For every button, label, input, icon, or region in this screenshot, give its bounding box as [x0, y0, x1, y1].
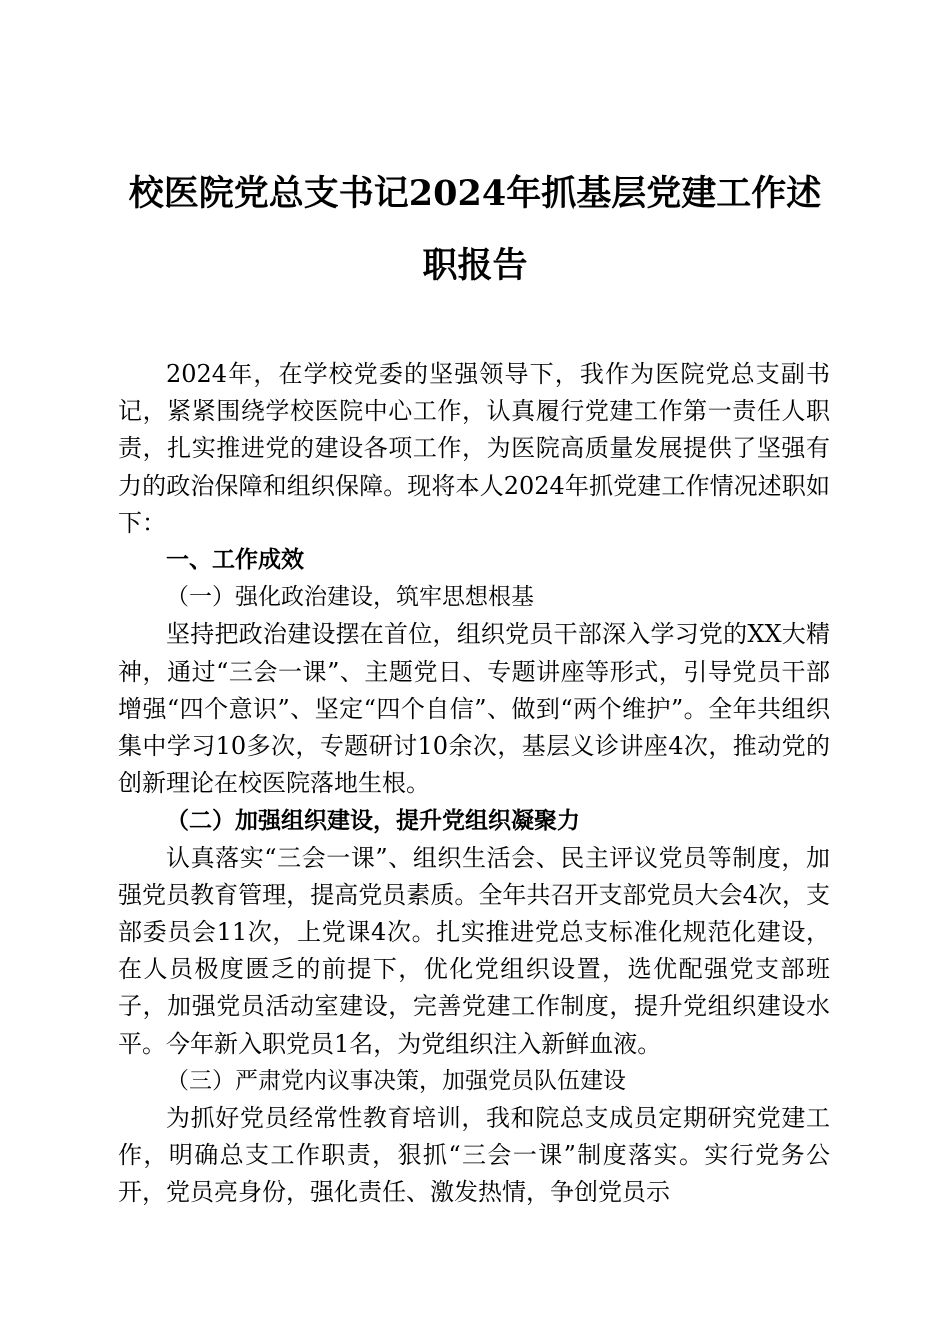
intro-paragraph: 2024年，在学校党委的坚强领导下，我作为医院党总支副书记，紧紧围绕学校医院中心工作，认真履行党建工作第一责任人职责，扎实推进党的建设各项工作，为医院高质量发展提供了坚强有力的政治保障和组织保障。现将本人2024年抓党建工作情况述职如下：	[118, 360, 830, 537]
document-body	[118, 356, 830, 1212]
section-heading: 一、工作成效	[166, 547, 304, 574]
subsection-heading: （一）强化政治建设，筑牢思想根基	[166, 584, 534, 611]
subsection-heading: （三）严肃党内议事决策，加强党员队伍建设	[166, 1067, 626, 1094]
subsection-heading: （二）加强组织建设，提升党组织凝聚力	[166, 807, 580, 835]
body-paragraph: 坚持把政治建设摆在首位，组织党员干部深入学习党的XX大精神，通过“三会一课”、主题党日、专题讲座等形式，引导党员干部增强“四个意识”、坚定“四个自信”、做到“两个维护”。全年共组织集中学习10多次，专题研讨10余次，基层义诊讲座4次，推动党的创新理论在校医院落地生根。	[118, 620, 830, 798]
document-title-line-2: 职报告	[422, 245, 528, 286]
document-title-line-1: 校医院党总支书记2024年抓基层党建工作述	[128, 173, 822, 214]
body-paragraph: 为抓好党员经常性教育培训，我和院总支成员定期研究党建工作，明确总支工作职责，狠抓“三会一课”制度落实。实行党务公开，党员亮身份，强化责任、激发热情，争创党员示	[118, 1104, 830, 1207]
body-paragraph: 认真落实“三会一课”、组织生活会、民主评议党员等制度，加强党员教育管理，提高党员素质。全年共召开支部党员大会4次，支部委员会11次，上党课4次。扎实推进党总支标准化规范化建设，在人员极度匮乏的前提下，优化党组织设置，选优配强党支部班子，加强党员活动室建设，完善党建工作制度，提升党组织建设水平。今年新入职党员1名，为党组织注入新鲜血液。	[118, 843, 830, 1058]
